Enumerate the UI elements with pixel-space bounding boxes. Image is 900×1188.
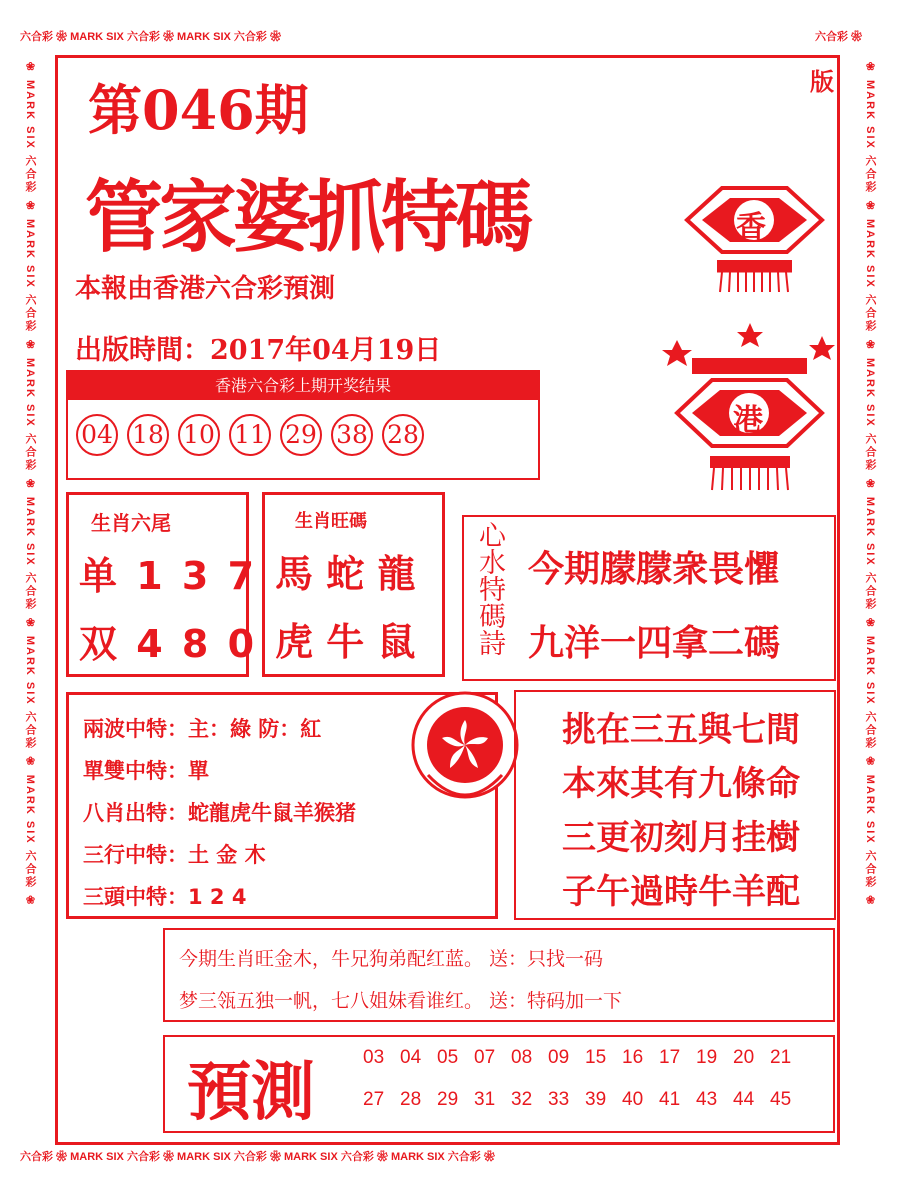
- prediction-number: 41: [659, 1089, 681, 1110]
- tips-line2: 梦三瓴五独一帆，七八姐妹看谁红。 送：特码加一下: [179, 990, 623, 1012]
- results-numbers: [68, 400, 538, 456]
- verse-line: 三更初刻月挂樹: [562, 818, 800, 858]
- subtitle: 本報由香港六合彩預測: [75, 274, 336, 304]
- zodiac-hot-row2: 虎 牛 鼠: [275, 620, 416, 664]
- prediction-number: 09: [548, 1047, 570, 1068]
- border-right: ❀ MARK SIX 六合彩 ❀ MARK SIX 六合彩 ❀ MARK SIX 六合彩 ❀ MARK SIX 六合彩 ❀ MARK SIX 六合彩 ❀ MARK SIX 六合彩 ❀: [864, 60, 876, 909]
- poem-line2: 九洋一四拿二碼: [528, 623, 781, 664]
- verse-line: 挑在三五與七間: [562, 710, 800, 750]
- prediction-number: 03: [363, 1047, 385, 1068]
- special-line: 八肖出特：蛇龍虎牛鼠羊猴猪: [83, 801, 356, 825]
- prediction-number: 04: [400, 1047, 422, 1068]
- prediction-label: 預測: [187, 1056, 315, 1130]
- special-line: 單雙中特：單: [83, 759, 209, 783]
- prediction-number: 43: [696, 1089, 718, 1110]
- publish-date: 出版時間：2017年04月19日: [75, 335, 442, 366]
- bauhinia-emblem-icon: [410, 690, 520, 815]
- zodiac-hot-title: 生肖旺碼: [295, 511, 367, 532]
- verse-panel: [514, 690, 836, 920]
- prediction-number: 16: [622, 1047, 644, 1068]
- tips-panel: [163, 928, 835, 1022]
- result-ball: 38: [331, 414, 373, 456]
- zodiac-tail-row1: 单 1 3 7: [79, 554, 255, 598]
- prediction-number: 27: [363, 1089, 385, 1110]
- prediction-row1: [363, 1047, 807, 1069]
- prediction-number: 29: [437, 1089, 459, 1110]
- zodiac-tail-panel: [66, 492, 255, 677]
- results-label: 香港六合彩上期开奖结果: [68, 372, 538, 400]
- prediction-number: 07: [474, 1047, 496, 1068]
- result-ball: 28: [382, 414, 424, 456]
- prediction-number: 33: [548, 1089, 570, 1110]
- result-ball: 10: [178, 414, 220, 456]
- poem-panel: [462, 515, 836, 681]
- badge-char-2: 港: [733, 403, 763, 438]
- prediction-number: 08: [511, 1047, 533, 1068]
- prediction-number: 44: [733, 1089, 755, 1110]
- prediction-number: 05: [437, 1047, 459, 1068]
- issue-number: 第046期: [88, 78, 309, 142]
- result-ball: 04: [76, 414, 118, 456]
- edition-char: 版: [810, 68, 834, 96]
- lantern-badge-1: [672, 180, 837, 309]
- border-top-right: 六合彩 ❀: [815, 31, 863, 43]
- verse-line: 子午過時牛羊配: [562, 872, 800, 912]
- prediction-number: 15: [585, 1047, 607, 1068]
- main-title: 管家婆抓特碼: [85, 173, 530, 263]
- border-left: ❀ MARK SIX 六合彩 ❀ MARK SIX 六合彩 ❀ MARK SIX 六合彩 ❀ MARK SIX 六合彩 ❀ MARK SIX 六合彩 ❀ MARK SIX 六合彩 ❀: [24, 60, 36, 909]
- zodiac-hot-panel: [262, 492, 445, 677]
- result-ball: 18: [127, 414, 169, 456]
- prediction-row2: [363, 1089, 807, 1111]
- prediction-panel: [163, 1035, 835, 1133]
- special-line: 三行中特：土 金 木: [83, 843, 266, 867]
- badge-char-1: 香: [736, 210, 766, 245]
- special-line: 三頭中特：1 2 4: [83, 885, 247, 909]
- zodiac-hot-row1: 馬 蛇 龍: [275, 552, 416, 596]
- poem-label: 心水特碼詩: [474, 521, 505, 656]
- poem-line1: 今期朦朦衆畏懼: [528, 549, 781, 590]
- prediction-number: 45: [770, 1089, 792, 1110]
- lantern-badge-2: [662, 318, 837, 502]
- verse-line: 本來其有九條命: [562, 764, 800, 804]
- emblem: [410, 690, 520, 819]
- zodiac-tail-row2: 双 4 8 0: [79, 622, 255, 666]
- prediction-number: 20: [733, 1047, 755, 1068]
- prediction-number: 19: [696, 1047, 718, 1068]
- results-panel: [66, 370, 540, 480]
- border-bottom: 六合彩 ❀ MARK SIX 六合彩 ❀ MARK SIX 六合彩 ❀ MARK SIX 六合彩 ❀ MARK SIX 六合彩 ❀: [20, 1151, 495, 1163]
- prediction-number: 32: [511, 1089, 533, 1110]
- border-top: 六合彩 ❀ MARK SIX 六合彩 ❀ MARK SIX 六合彩 ❀: [20, 31, 281, 43]
- prediction-number: 39: [585, 1089, 607, 1110]
- prediction-number: 21: [770, 1047, 792, 1068]
- special-line: 兩波中特：主：綠 防：紅: [83, 717, 322, 741]
- result-ball: 29: [280, 414, 322, 456]
- zodiac-tail-title: 生肖六尾: [91, 511, 171, 535]
- prediction-number: 17: [659, 1047, 681, 1068]
- prediction-number: 28: [400, 1089, 422, 1110]
- result-ball: 11: [229, 414, 271, 456]
- prediction-number: 31: [474, 1089, 496, 1110]
- prediction-number: 40: [622, 1089, 644, 1110]
- tips-line1: 今期生肖旺金木，牛兄狗弟配红蓝。 送：只找一码: [179, 948, 604, 970]
